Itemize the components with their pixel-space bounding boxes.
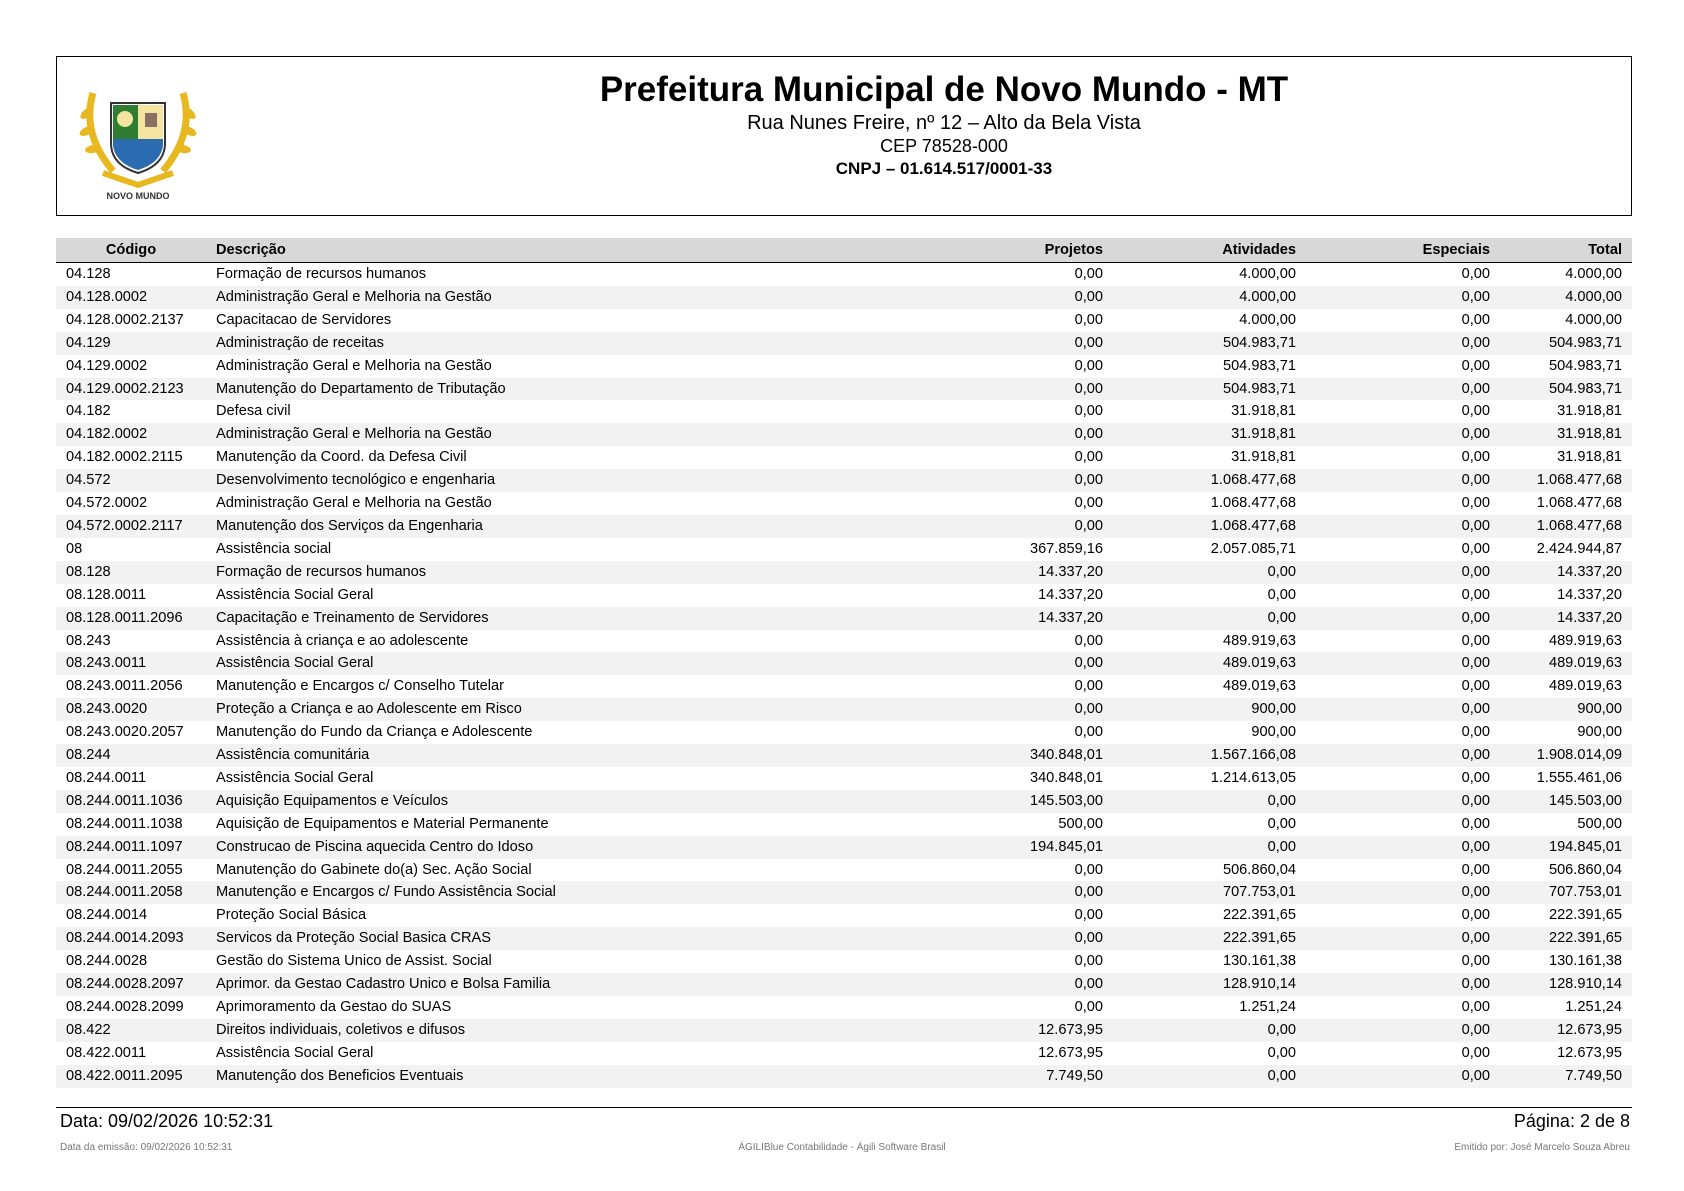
cell-especiais: 0,00 bbox=[1306, 423, 1500, 446]
cell-especiais: 0,00 bbox=[1461, 724, 1490, 741]
cell-codigo: 08.243 bbox=[66, 632, 111, 649]
cell-projetos: 7.749,50 bbox=[766, 1065, 1113, 1088]
cell-codigo: 08 bbox=[66, 540, 83, 557]
cell-projetos: 0,00 bbox=[1074, 266, 1103, 282]
cell-especiais: 0,00 bbox=[1306, 607, 1500, 630]
cell-projetos: 145.503,00 bbox=[766, 790, 1113, 813]
cell-codigo: 08.244.0011.2055 bbox=[66, 861, 183, 878]
cell-codigo: 08.244.0028 bbox=[66, 953, 148, 970]
cell-projetos: 14.337,20 bbox=[766, 561, 1113, 584]
cell-projetos: 0,00 bbox=[766, 378, 1113, 401]
cell-total: 1.068.477,68 bbox=[1536, 495, 1622, 512]
cell-total: 31.918,81 bbox=[1557, 403, 1622, 420]
table-row bbox=[56, 332, 1632, 355]
cnpj: CNPJ – 01.614.517/0001-33 bbox=[835, 159, 1053, 178]
cell-descricao: Administração Geral e Melhoria na Gestão bbox=[216, 357, 492, 374]
table-row bbox=[56, 721, 1632, 744]
cell-codigo: 04.572.0002 bbox=[66, 495, 148, 512]
cell-projetos: 0,00 bbox=[1074, 907, 1103, 924]
cell-especiais: 0,00 bbox=[1461, 999, 1490, 1015]
cell-especiais: 0,00 bbox=[1461, 769, 1490, 786]
table-row bbox=[56, 996, 1632, 1019]
cell-atividades: 504.983,71 bbox=[1113, 332, 1306, 355]
cell-total: 7.749,50 bbox=[1500, 1065, 1632, 1088]
table-row bbox=[56, 859, 1632, 882]
cell-total: 4.000,00 bbox=[1500, 286, 1632, 309]
cell-descricao: Manutenção dos Beneficios Eventuais bbox=[206, 1065, 766, 1088]
cell-projetos: 0,00 bbox=[766, 423, 1113, 446]
cell-projetos: 14.337,20 bbox=[1038, 586, 1103, 603]
cell-descricao: Proteção a Criança e ao Adolescente em Risco bbox=[206, 698, 766, 721]
cell-especiais: 0,00 bbox=[1461, 907, 1490, 924]
cell-especiais: 0,00 bbox=[1306, 469, 1500, 492]
cell-descricao: Manutenção e Encargos c/ Conselho Tutelar bbox=[216, 678, 504, 695]
cell-atividades: 707.753,01 bbox=[1113, 881, 1306, 904]
cell-projetos: 12.673,95 bbox=[766, 1019, 1113, 1042]
table-row bbox=[56, 607, 1632, 630]
cell-codigo: 08.243.0011 bbox=[56, 652, 206, 675]
cell-projetos: 0,00 bbox=[1074, 999, 1103, 1015]
cell-atividades: 0,00 bbox=[1113, 607, 1306, 630]
software-credit: ÁGILIBlue Contabilidade - Ágili Software Brasil bbox=[738, 1142, 946, 1153]
table-row bbox=[56, 675, 1632, 698]
cell-total: 1.068.477,68 bbox=[1500, 469, 1632, 492]
cell-atividades: 130.161,38 bbox=[1222, 953, 1296, 970]
cell-especiais: 0,00 bbox=[1461, 861, 1490, 878]
cell-especiais: 0,00 bbox=[1461, 586, 1490, 603]
cell-projetos: 12.673,95 bbox=[1038, 1044, 1103, 1061]
cell-especiais: 0,00 bbox=[1306, 652, 1500, 675]
column-header-codigo: Código bbox=[56, 238, 206, 263]
cell-descricao: Proteção Social Básica bbox=[216, 907, 367, 924]
cell-descricao: Manutenção e Encargos c/ Fundo Assistência Social bbox=[206, 881, 766, 904]
cell-projetos: 0,00 bbox=[766, 286, 1113, 309]
cell-codigo: 08.244.0011 bbox=[66, 769, 147, 786]
cell-especiais: 0,00 bbox=[1306, 378, 1500, 401]
cell-total: 489.019,63 bbox=[1548, 678, 1622, 695]
cell-atividades: 31.918,81 bbox=[1231, 403, 1296, 420]
address: Rua Nunes Freire, nº 12 – Alto da Bela Vista bbox=[747, 112, 1141, 134]
cell-descricao: Desenvolvimento tecnológico e engenharia bbox=[206, 469, 766, 492]
cell-descricao: Assistência social bbox=[216, 540, 332, 557]
cell-atividades: 1.068.477,68 bbox=[1113, 469, 1306, 492]
cell-especiais: 0,00 bbox=[1461, 495, 1490, 512]
cell-projetos: 0,00 bbox=[1074, 632, 1103, 649]
cell-total: 145.503,00 bbox=[1500, 790, 1632, 813]
cell-codigo: 08.244.0011.1038 bbox=[66, 815, 183, 832]
cell-atividades: 4.000,00 bbox=[1239, 266, 1296, 282]
cell-total: 504.983,71 bbox=[1500, 332, 1632, 355]
footer-divider bbox=[56, 1107, 1632, 1108]
cell-atividades: 900,00 bbox=[1113, 698, 1306, 721]
table-row bbox=[56, 950, 1632, 973]
cell-codigo: 04.128.0002.2137 bbox=[66, 311, 184, 328]
cell-total: 707.753,01 bbox=[1500, 881, 1632, 904]
cell-descricao: Aquisição Equipamentos e Veículos bbox=[206, 790, 766, 813]
cell-descricao: Assistência Social Geral bbox=[216, 1044, 374, 1061]
cell-total: 1.908.014,09 bbox=[1500, 744, 1632, 767]
cell-codigo: 08.244.0028.2097 bbox=[56, 973, 206, 996]
cell-atividades: 2.057.085,71 bbox=[1210, 540, 1296, 557]
cell-especiais: 0,00 bbox=[1461, 678, 1490, 695]
cell-especiais: 0,00 bbox=[1461, 403, 1490, 420]
cell-atividades: 0,00 bbox=[1267, 815, 1296, 832]
cell-atividades: 1.251,24 bbox=[1239, 999, 1296, 1015]
cell-descricao: Assistência Social Geral bbox=[216, 769, 374, 786]
cell-descricao: Servicos da Proteção Social Basica CRAS bbox=[206, 927, 766, 950]
cell-total: 128.910,14 bbox=[1500, 973, 1632, 996]
cell-total: 1.068.477,68 bbox=[1500, 515, 1632, 538]
cell-atividades: 222.391,65 bbox=[1113, 927, 1306, 950]
table-row bbox=[56, 263, 1632, 286]
cell-total: 222.391,65 bbox=[1500, 927, 1632, 950]
cep: CEP 78528-000 bbox=[880, 136, 1008, 156]
cell-total: 900,00 bbox=[1577, 724, 1622, 741]
cell-total: 500,00 bbox=[1577, 815, 1622, 832]
cell-total: 222.391,65 bbox=[1548, 907, 1622, 924]
table-row bbox=[56, 744, 1632, 767]
logo-text: NOVO MUNDO bbox=[106, 191, 170, 201]
cell-atividades: 504.983,71 bbox=[1113, 378, 1306, 401]
cell-projetos: 367.859,16 bbox=[1029, 540, 1103, 557]
page-title: Prefeitura Municipal de Novo Mundo - MT bbox=[599, 70, 1289, 109]
cell-projetos: 0,00 bbox=[1074, 357, 1103, 374]
table-row bbox=[56, 309, 1632, 332]
table-row bbox=[56, 400, 1632, 423]
cell-especiais: 0,00 bbox=[1461, 357, 1490, 374]
column-header-especiais: Especiais bbox=[1306, 238, 1500, 263]
cell-codigo: 08.244.0011.1036 bbox=[56, 790, 206, 813]
cell-codigo: 04.572 bbox=[56, 469, 206, 492]
table-row bbox=[56, 515, 1632, 538]
cell-codigo: 04.182.0002 bbox=[56, 423, 206, 446]
cell-projetos: 0,00 bbox=[1074, 403, 1103, 420]
cell-total: 31.918,81 bbox=[1500, 423, 1632, 446]
cell-especiais: 0,00 bbox=[1306, 973, 1500, 996]
cell-codigo: 08.128.0011 bbox=[66, 586, 147, 603]
cell-projetos: 340.848,01 bbox=[766, 744, 1113, 767]
table-row bbox=[56, 423, 1632, 446]
cell-especiais: 0,00 bbox=[1461, 311, 1490, 328]
cell-codigo: 08.244 bbox=[56, 744, 206, 767]
cell-total: 14.337,20 bbox=[1500, 561, 1632, 584]
table-row bbox=[56, 767, 1632, 790]
cell-atividades: 1.068.477,68 bbox=[1210, 495, 1296, 512]
cell-total: 4.000,00 bbox=[1565, 266, 1622, 282]
table-row bbox=[56, 538, 1632, 561]
cell-total: 12.673,95 bbox=[1500, 1019, 1632, 1042]
cell-descricao: Aquisição de Equipamentos e Material Permanente bbox=[216, 815, 549, 832]
cell-descricao: Defesa civil bbox=[216, 403, 291, 420]
cell-total: 1.555.461,06 bbox=[1536, 769, 1622, 786]
cell-total: 2.424.944,87 bbox=[1536, 540, 1622, 557]
cell-descricao: Administração Geral e Melhoria na Gestão bbox=[206, 286, 766, 309]
cell-projetos: 0,00 bbox=[766, 698, 1113, 721]
cell-total: 194.845,01 bbox=[1500, 836, 1632, 859]
cell-especiais: 0,00 bbox=[1306, 790, 1500, 813]
cell-codigo: 08.244.0011.1097 bbox=[56, 836, 206, 859]
cell-projetos: 0,00 bbox=[1074, 449, 1103, 466]
cell-descricao: Aprimor. da Gestao Cadastro Unico e Bolsa Familia bbox=[206, 973, 766, 996]
cell-especiais: 0,00 bbox=[1306, 836, 1500, 859]
cell-total: 12.673,95 bbox=[1557, 1044, 1622, 1061]
column-header-atividades: Atividades bbox=[1113, 238, 1306, 263]
table-row bbox=[56, 973, 1632, 996]
table-header-row bbox=[56, 238, 1632, 263]
cell-codigo: 04.572.0002.2117 bbox=[56, 515, 206, 538]
cell-codigo: 04.128.0002 bbox=[56, 286, 206, 309]
cell-total: 900,00 bbox=[1500, 698, 1632, 721]
table-row bbox=[56, 1042, 1632, 1065]
cell-total: 31.918,81 bbox=[1557, 449, 1622, 466]
cell-total: 504.983,71 bbox=[1548, 357, 1622, 374]
cell-codigo: 04.182.0002.2115 bbox=[66, 449, 183, 466]
cell-atividades: 0,00 bbox=[1113, 790, 1306, 813]
cell-total: 14.337,20 bbox=[1557, 586, 1622, 603]
cell-atividades: 0,00 bbox=[1267, 1044, 1296, 1061]
table-body bbox=[56, 263, 1632, 1088]
cell-descricao: Formação de recursos humanos bbox=[216, 266, 427, 282]
cell-codigo: 08.244.0014 bbox=[66, 907, 148, 924]
column-header-descricao: Descrição bbox=[206, 238, 766, 263]
cell-projetos: 0,00 bbox=[1074, 495, 1103, 512]
cell-atividades: 128.910,14 bbox=[1113, 973, 1306, 996]
cell-total: 4.000,00 bbox=[1565, 311, 1622, 328]
table-row bbox=[56, 790, 1632, 813]
cell-atividades: 0,00 bbox=[1113, 1019, 1306, 1042]
cell-total: 130.161,38 bbox=[1548, 953, 1622, 970]
cell-descricao: Capacitação e Treinamento de Servidores bbox=[206, 607, 766, 630]
cell-projetos: 0,00 bbox=[1074, 311, 1103, 328]
cell-atividades: 489.019,63 bbox=[1113, 652, 1306, 675]
cell-codigo: 08.243.0020.2057 bbox=[66, 724, 184, 741]
cell-atividades: 0,00 bbox=[1113, 836, 1306, 859]
cell-codigo: 08.243.0011.2056 bbox=[66, 678, 183, 695]
cell-atividades: 1.214.613,05 bbox=[1210, 769, 1296, 786]
cell-especiais: 0,00 bbox=[1306, 927, 1500, 950]
cell-total: 1.251,24 bbox=[1565, 999, 1622, 1015]
cell-especiais: 0,00 bbox=[1461, 815, 1490, 832]
cell-codigo: 08.422.0011 bbox=[66, 1044, 147, 1061]
table-row bbox=[56, 286, 1632, 309]
cell-descricao: Manutenção do Gabinete do(a) Sec. Ação Social bbox=[216, 861, 532, 878]
table-row bbox=[56, 1019, 1632, 1042]
cell-codigo: 08.422.0011.2095 bbox=[56, 1065, 206, 1088]
cell-projetos: 0,00 bbox=[1074, 724, 1103, 741]
cell-descricao: Manutenção do Departamento de Tributação bbox=[206, 378, 766, 401]
cell-atividades: 1.567.166,08 bbox=[1113, 744, 1306, 767]
cell-especiais: 0,00 bbox=[1306, 881, 1500, 904]
cell-codigo: 04.129.0002.2123 bbox=[56, 378, 206, 401]
cell-descricao: Administração Geral e Melhoria na Gestão bbox=[206, 423, 766, 446]
cell-atividades: 0,00 bbox=[1113, 1065, 1306, 1088]
cell-especiais: 0,00 bbox=[1461, 1044, 1490, 1061]
cell-atividades: 31.918,81 bbox=[1113, 423, 1306, 446]
cell-total: 504.983,71 bbox=[1500, 378, 1632, 401]
cell-codigo: 08.244.0011.2058 bbox=[56, 881, 206, 904]
cell-descricao: Assistência à criança e ao adolescente bbox=[216, 632, 469, 649]
cell-projetos: 0,00 bbox=[1074, 953, 1103, 970]
cell-codigo: 04.182 bbox=[66, 403, 111, 420]
cell-codigo: 04.129.0002 bbox=[66, 357, 148, 374]
table-row bbox=[56, 469, 1632, 492]
cell-total: 489.019,63 bbox=[1500, 652, 1632, 675]
cell-descricao: Direitos individuais, coletivos e difusos bbox=[206, 1019, 766, 1042]
page-number: Página: 2 de 8 bbox=[1513, 1111, 1630, 1131]
cell-atividades: 0,00 bbox=[1267, 586, 1296, 603]
cell-projetos: 0,00 bbox=[766, 332, 1113, 355]
cell-projetos: 500,00 bbox=[1058, 815, 1103, 832]
table-row bbox=[56, 630, 1632, 653]
cell-projetos: 0,00 bbox=[766, 973, 1113, 996]
cell-total: 14.337,20 bbox=[1500, 607, 1632, 630]
table-row bbox=[56, 561, 1632, 584]
table-row bbox=[56, 927, 1632, 950]
footer-date: Data: 09/02/2026 10:52:31 bbox=[60, 1111, 274, 1131]
table-row bbox=[56, 904, 1632, 927]
cell-atividades: 31.918,81 bbox=[1231, 449, 1296, 466]
cell-especiais: 0,00 bbox=[1306, 1065, 1500, 1088]
cell-descricao: Administração de receitas bbox=[206, 332, 766, 355]
cell-atividades: 504.983,71 bbox=[1222, 357, 1296, 374]
cell-especiais: 0,00 bbox=[1461, 266, 1490, 282]
cell-projetos: 0,00 bbox=[766, 515, 1113, 538]
cell-especiais: 0,00 bbox=[1306, 698, 1500, 721]
table-row bbox=[56, 1065, 1632, 1088]
issuer: Emitido por: José Marcelo Souza Abreu bbox=[1454, 1142, 1630, 1153]
table-row bbox=[56, 652, 1632, 675]
column-header-projetos: Projetos bbox=[766, 238, 1113, 263]
emission-date: Data da emissão: 09/02/2026 10:52:31 bbox=[60, 1142, 233, 1153]
cell-descricao: Assistência Social Geral bbox=[206, 652, 766, 675]
cell-especiais: 0,00 bbox=[1306, 286, 1500, 309]
cell-descricao: Manutenção dos Serviços da Engenharia bbox=[206, 515, 766, 538]
table-row bbox=[56, 881, 1632, 904]
cell-especiais: 0,00 bbox=[1306, 561, 1500, 584]
cell-projetos: 0,00 bbox=[766, 881, 1113, 904]
report-header bbox=[56, 56, 1632, 216]
cell-atividades: 489.919,63 bbox=[1222, 632, 1296, 649]
cell-codigo: 08.243.0020 bbox=[56, 698, 206, 721]
cell-descricao: Aprimoramento da Gestao do SUAS bbox=[216, 999, 452, 1015]
cell-especiais: 0,00 bbox=[1306, 515, 1500, 538]
cell-especiais: 0,00 bbox=[1306, 332, 1500, 355]
table-row bbox=[56, 378, 1632, 401]
cell-projetos: 0,00 bbox=[766, 469, 1113, 492]
table-row bbox=[56, 355, 1632, 378]
cell-especiais: 0,00 bbox=[1461, 632, 1490, 649]
cell-projetos: 0,00 bbox=[766, 652, 1113, 675]
header-text bbox=[57, 67, 1631, 181]
cell-descricao: Construcao de Piscina aquecida Centro do Idoso bbox=[206, 836, 766, 859]
cell-atividades: 506.860,04 bbox=[1222, 861, 1296, 878]
cell-especiais: 0,00 bbox=[1306, 744, 1500, 767]
cell-descricao: Formação de recursos humanos bbox=[206, 561, 766, 584]
cell-atividades: 222.391,65 bbox=[1222, 907, 1296, 924]
cell-codigo: 08.128.0011.2096 bbox=[56, 607, 206, 630]
cell-projetos: 0,00 bbox=[766, 927, 1113, 950]
cell-descricao: Gestão do Sistema Unico de Assist. Social bbox=[216, 953, 492, 970]
table-row bbox=[56, 698, 1632, 721]
cell-projetos: 14.337,20 bbox=[766, 607, 1113, 630]
cell-projetos: 0,00 bbox=[1074, 861, 1103, 878]
column-header-total: Total bbox=[1500, 238, 1632, 263]
cell-descricao: Capacitacao de Servidores bbox=[216, 311, 392, 328]
table-row bbox=[56, 446, 1632, 469]
budget-table bbox=[56, 238, 1632, 1088]
cell-projetos: 340.848,01 bbox=[1029, 769, 1103, 786]
cell-atividades: 900,00 bbox=[1251, 724, 1296, 741]
table-row bbox=[56, 492, 1632, 515]
cell-descricao: Assistência comunitária bbox=[206, 744, 766, 767]
cell-projetos: 194.845,01 bbox=[766, 836, 1113, 859]
cell-atividades: 489.019,63 bbox=[1222, 678, 1296, 695]
cell-atividades: 4.000,00 bbox=[1113, 286, 1306, 309]
cell-descricao: Manutenção da Coord. da Defesa Civil bbox=[216, 449, 467, 466]
cell-total: 489.919,63 bbox=[1548, 632, 1622, 649]
cell-codigo: 04.128 bbox=[66, 266, 111, 282]
cell-atividades: 4.000,00 bbox=[1239, 311, 1296, 328]
cell-descricao: Assistência Social Geral bbox=[216, 586, 374, 603]
cell-projetos: 0,00 bbox=[1074, 678, 1103, 695]
cell-atividades: 0,00 bbox=[1113, 561, 1306, 584]
cell-descricao: Manutenção do Fundo da Criança e Adolescente bbox=[216, 724, 533, 741]
cell-especiais: 0,00 bbox=[1461, 953, 1490, 970]
cell-codigo: 04.129 bbox=[56, 332, 206, 355]
table-row bbox=[56, 584, 1632, 607]
cell-descricao: Administração Geral e Melhoria na Gestão bbox=[216, 495, 492, 512]
cell-codigo: 08.422 bbox=[56, 1019, 206, 1042]
cell-codigo: 08.244.0014.2093 bbox=[56, 927, 206, 950]
cell-codigo: 08.128 bbox=[56, 561, 206, 584]
cell-total: 506.860,04 bbox=[1548, 861, 1622, 878]
cell-atividades: 1.068.477,68 bbox=[1113, 515, 1306, 538]
table-row bbox=[56, 813, 1632, 836]
cell-codigo: 08.244.0028.2099 bbox=[66, 999, 184, 1015]
cell-especiais: 0,00 bbox=[1461, 449, 1490, 466]
table-row bbox=[56, 836, 1632, 859]
cell-especiais: 0,00 bbox=[1306, 1019, 1500, 1042]
cell-especiais: 0,00 bbox=[1461, 540, 1490, 557]
